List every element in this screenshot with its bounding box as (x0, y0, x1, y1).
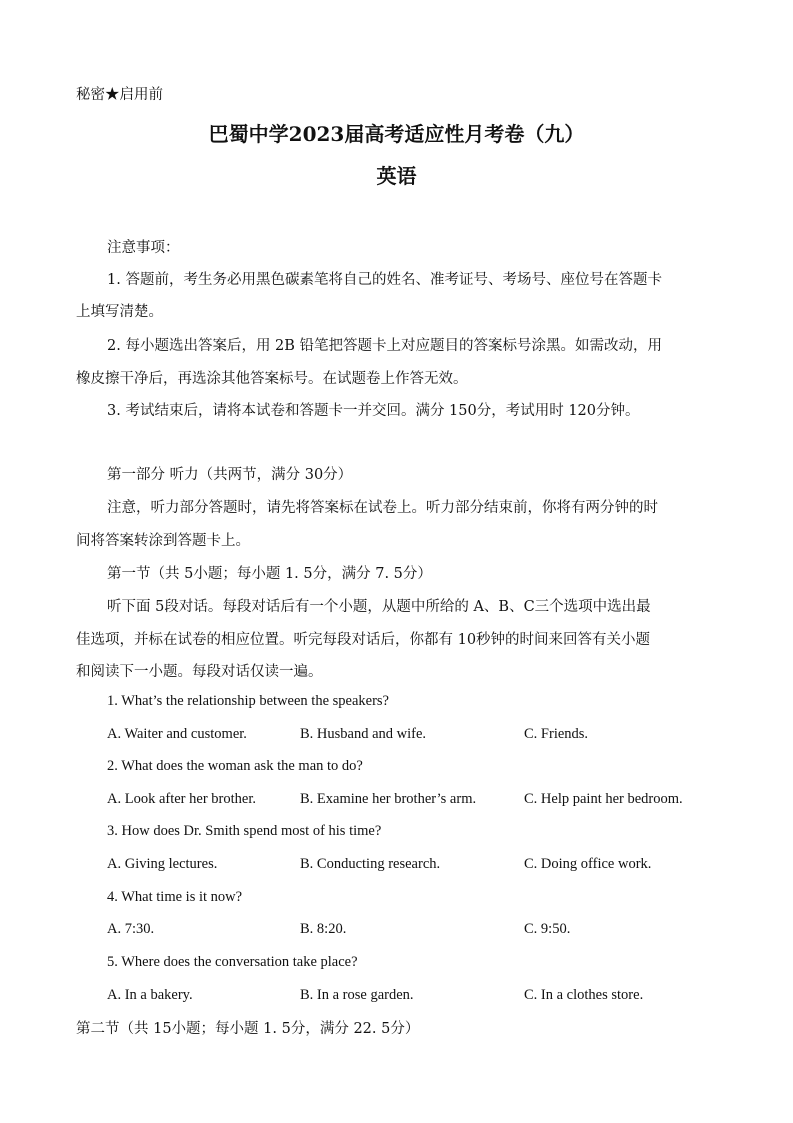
q1-option-b: B. Husband and wife. (300, 726, 427, 742)
note-3: 3. 考试结束后，请将本试卷和答题卡一并交回。满分 150分，考试用时 120分钟。 (107, 403, 640, 419)
q1-option-a: A. Waiter and customer. (107, 726, 247, 742)
q3-option-a: A. Giving lectures. (107, 856, 218, 872)
notes-heading: 注意事项： (107, 240, 180, 256)
q1-option-c: C. Friends. (524, 726, 589, 742)
q2-option-a: A. Look after her brother. (107, 791, 256, 807)
question-1: 1. What’s the relationship between the speakers? (107, 693, 389, 709)
q3-option-c: C. Doing office work. (524, 856, 652, 872)
note-1-line-1: 1. 答题前，考生务必用黑色碳素笔将自己的姓名、准考证号、考场号、座位号在答题卡 (107, 272, 662, 288)
q4-option-a: A. 7:30. (107, 921, 155, 937)
q4-option-b: B. 8:20. (300, 921, 347, 937)
exam-title: 巴蜀中学2023届高考适应性月考卷（九） (208, 122, 585, 146)
question-4: 4. What time is it now? (107, 889, 243, 905)
q2-option-b: B. Examine her brother’s arm. (300, 791, 477, 807)
confidential-label: 秘密★启用前 (76, 87, 163, 103)
note-1-line-2: 上填写清楚。 (76, 304, 163, 320)
subject-title: 英语 (376, 164, 417, 188)
question-5: 5. Where does the conversation take place? (107, 954, 358, 970)
section1-instr-line-1: 听下面 5段对话。每段对话后有一个小题，从题中所给的 A、B、C三个选项中选出最 (107, 599, 651, 615)
part1-heading: 第一部分 听力（共两节，满分 30分） (107, 467, 353, 483)
question-2: 2. What does the woman ask the man to do? (107, 758, 363, 774)
section1-heading: 第一节（共 5小题；每小题 1. 5分，满分 7. 5分） (107, 566, 432, 582)
q5-option-a: A. In a bakery. (107, 987, 193, 1003)
q3-option-b: B. Conducting research. (300, 856, 441, 872)
section2-heading: 第二节（共 15小题；每小题 1. 5分，满分 22. 5分） (76, 1021, 420, 1037)
question-3: 3. How does Dr. Smith spend most of his time? (107, 823, 382, 839)
q4-option-c: C. 9:50. (524, 921, 571, 937)
q2-option-c: C. Help paint her bedroom. (524, 791, 683, 807)
part1-note-line-2: 间将答案转涂到答题卡上。 (76, 533, 250, 549)
note-2-line-1: 2. 每小题选出答案后，用 2B 铅笔把答题卡上对应题目的答案标号涂黑。如需改动，用 (107, 338, 663, 354)
part1-note-line-1: 注意，听力部分答题时，请先将答案标在试卷上。听力部分结束前，你将有两分钟的时 (107, 500, 658, 516)
q5-option-c: C. In a clothes store. (524, 987, 644, 1003)
q5-option-b: B. In a rose garden. (300, 987, 414, 1003)
section1-instr-line-2: 佳选项，并标在试卷的相应位置。听完每段对话后，你都有 10秒钟的时间来回答有关小题 (76, 632, 651, 648)
note-2-line-2: 橡皮擦干净后，再选涂其他答案标号。在试题卷上作答无效。 (76, 371, 468, 387)
section1-instr-line-3: 和阅读下一小题。每段对话仅读一遍。 (76, 664, 323, 680)
